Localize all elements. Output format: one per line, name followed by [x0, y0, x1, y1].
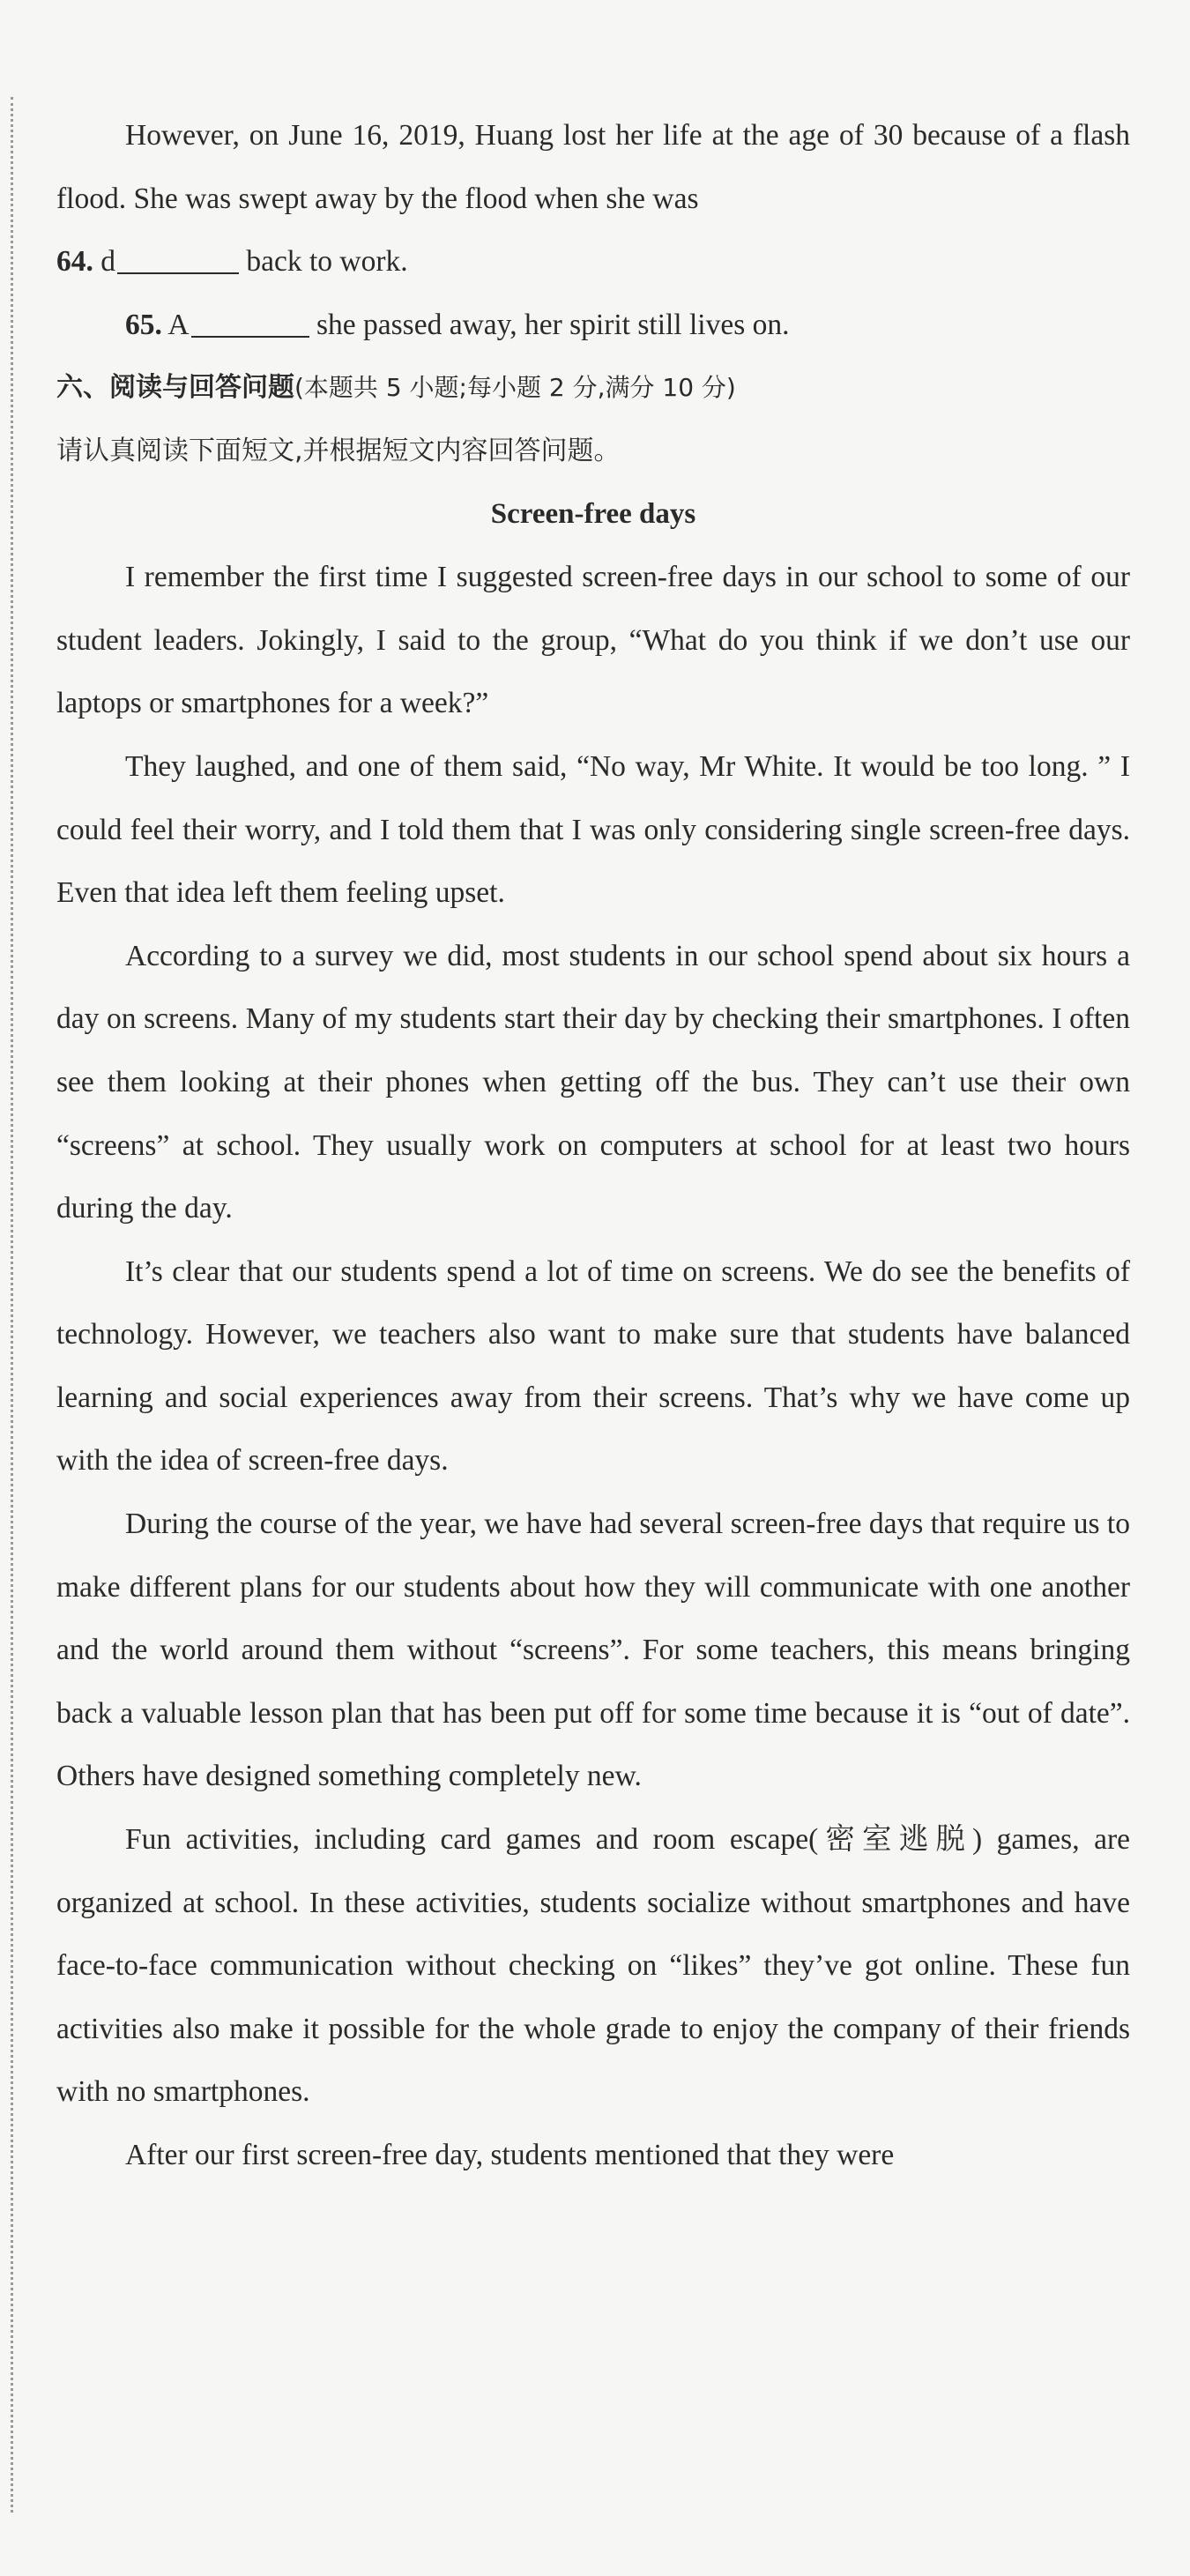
intro-paragraph: However, on June 16, 2019, Huang lost her life at the age of 30 because of a flash flood. She was swept away by the flood when she was: [56, 119, 1130, 215]
question-65-blank[interactable]: [191, 306, 309, 338]
section-instruction: 请认真阅读下面短文,并根据短文内容回答问题。: [56, 435, 621, 466]
question-65-first-letter: A: [167, 308, 190, 341]
question-64-number: 64.: [56, 245, 93, 279]
section-six-title: 六、阅读与回答问题: [56, 372, 294, 404]
article-paragraph-3: According to a survey we did, most students in our school spend about six hours a day on screens. Many of my students start their day by checking their smartphones. I often see them looking at their phones when getting off the bus. They can’t use their own “screens” at school. They usually work on computers at school for at least two hours during the day.: [56, 939, 1130, 1225]
exam-page: [56, 104, 1130, 2187]
article-paragraph-6: Fun activities, including card games and room escape(密室逃脱) games, are organized at school. In these activities, students socialize without smartphones and have face-to-face communication without checking on “likes” they’ve got online. These fun activities also make it possible for the whole grade to enjoy the company of their friends with no smartphones.: [56, 1823, 1130, 2109]
article-title: Screen-free days: [490, 497, 696, 530]
section-six-note: (本题共 5 小题;每小题 2 分,满分 10 分): [294, 373, 736, 403]
question-65-text: she passed away, her spirit still lives on.: [316, 308, 790, 341]
question-64: [56, 230, 1130, 294]
question-64-text: back to work.: [246, 245, 408, 279]
section-six-heading: [56, 356, 1130, 420]
question-64-first-letter: d: [100, 245, 115, 279]
article-paragraph-5: During the course of the year, we have had several screen-free days that require us to make different plans for our students about how they will communicate with one another and the world around them without “screens”. For some teachers, this means bringing back a valuable lesson plan that has been put off for some time because it is “out of date”. Others have designed something completely new.: [56, 1508, 1130, 1793]
question-64-blank[interactable]: [117, 243, 239, 275]
question-65-number: 65.: [125, 308, 162, 341]
article-paragraph-7: After our first screen-free day, students mentioned that they were: [125, 2139, 895, 2171]
article-paragraph-1: I remember the first time I suggested screen-free days in our school to some of our student leaders. Jokingly, I said to the group, “What do you think if we don’t use our laptops or smartphones for a week?”: [56, 561, 1130, 720]
binding-dotted-line: [11, 97, 13, 2513]
article-paragraph-4: It’s clear that our students spend a lot of time on screens. We do see the benefits of technology. However, we teachers also want to make sure that students have balanced learning and social experiences away from their screens. That’s why we have come up with the idea of screen-free days.: [56, 1254, 1130, 1478]
article-paragraph-2: They laughed, and one of them said, “No way, Mr White. It would be too long. ” I could feel their worry, and I told them that I was only considering single screen-free days. Even that idea left them feeling upset.: [56, 749, 1130, 910]
question-65: [56, 294, 1130, 357]
